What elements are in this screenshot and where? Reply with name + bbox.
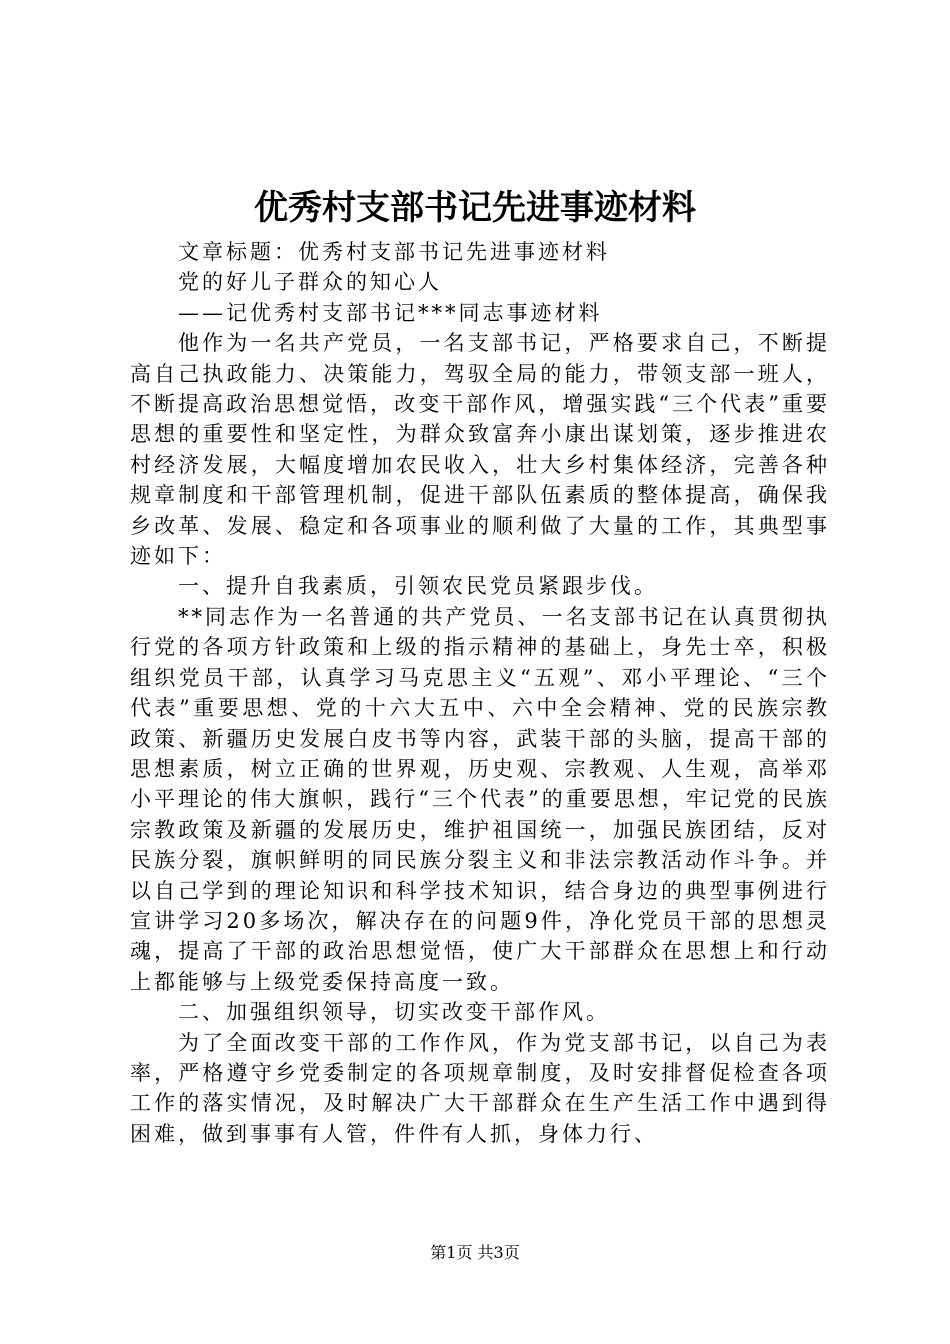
page-title: 优秀村支部书记先进事迹材料 xyxy=(254,188,696,228)
section-2-paragraph: 为了全面改变干部的工作作风，作为党支部书记，以自己为表率，严格遵守乡党委制定的各项规章制度，及时安排督促检查各项工作的落实情况，及时解决广大干部群众在生产生活工作中遇到得困难，做到事事有人管，件件有人抓，身体力行、 xyxy=(130,1030,830,1146)
subtitle-note-line: ——记优秀村支部书记***同志事迹材料 xyxy=(178,300,603,325)
section-1-paragraph: **同志作为一名普通的共产党员、一名支部书记在认真贯彻执行党的各项方针政策和上级的指示精神的基础上，身先士卒，积极组织党员干部，认真学习马克思主义“五观”、邓小平理论、“三个代表”重要思想、党的十六大五中、六中全会精神、党的民族宗教政策、新疆历史发展白皮书等内容，武装干部的头脑，提高干部的思想素质，树立正确的世界观，历史观、宗教观、人生观，高举邓小平理论的伟大旗帜，践行“三个代表”的重要思想，牢记党的民族宗教政策及新疆的发展历史，维护祖国统一，加强民族团结，反对民族分裂，旗帜鲜明的同民族分裂主义和非法宗教活动作斗争。并以自己学到的理论知识和科学技术知识，结合身边的典型事例进行宣讲学习20多场次，解决存在的问题9件，净化党员干部的思想灵魂，提高了干部的政治思想觉悟，使广大干部群众在思想上和行动上都能够与上级党委保持高度一致。 xyxy=(130,604,830,994)
document-body xyxy=(130,237,830,1149)
article-title-line: 文章标题：优秀村支部书记先进事迹材料 xyxy=(178,240,610,264)
subtitle-line: 党的好儿子群众的知心人 xyxy=(178,270,442,295)
section-heading-2: 二、加强组织领导，切实改变干部作风。 xyxy=(178,1000,610,1025)
page-footer: 第1页 共3页 xyxy=(430,1243,520,1262)
section-heading-1: 一、提升自我素质，引领农民党员紧跟步伐。 xyxy=(178,574,658,599)
intro-paragraph: 他作为一名共产党员，一名支部书记，严格要求自己，不断提高自己执政能力、决策能力，驾驭全局的能力，带领支部一班人，不断提高政治思想觉悟，改变干部作风，增强实践“三个代表”重要思想的重要性和坚定性，为群众致富奔小康出谋划策，逐步推进农村经济发展，大幅度增加农民收入，壮大乡村集体经济，完善各种规章制度和干部管理机制，促进干部队伍素质的整体提高，确保我乡改革、发展、稳定和各项事业的顺利做了大量的工作，其典型事迹如下： xyxy=(130,331,830,569)
